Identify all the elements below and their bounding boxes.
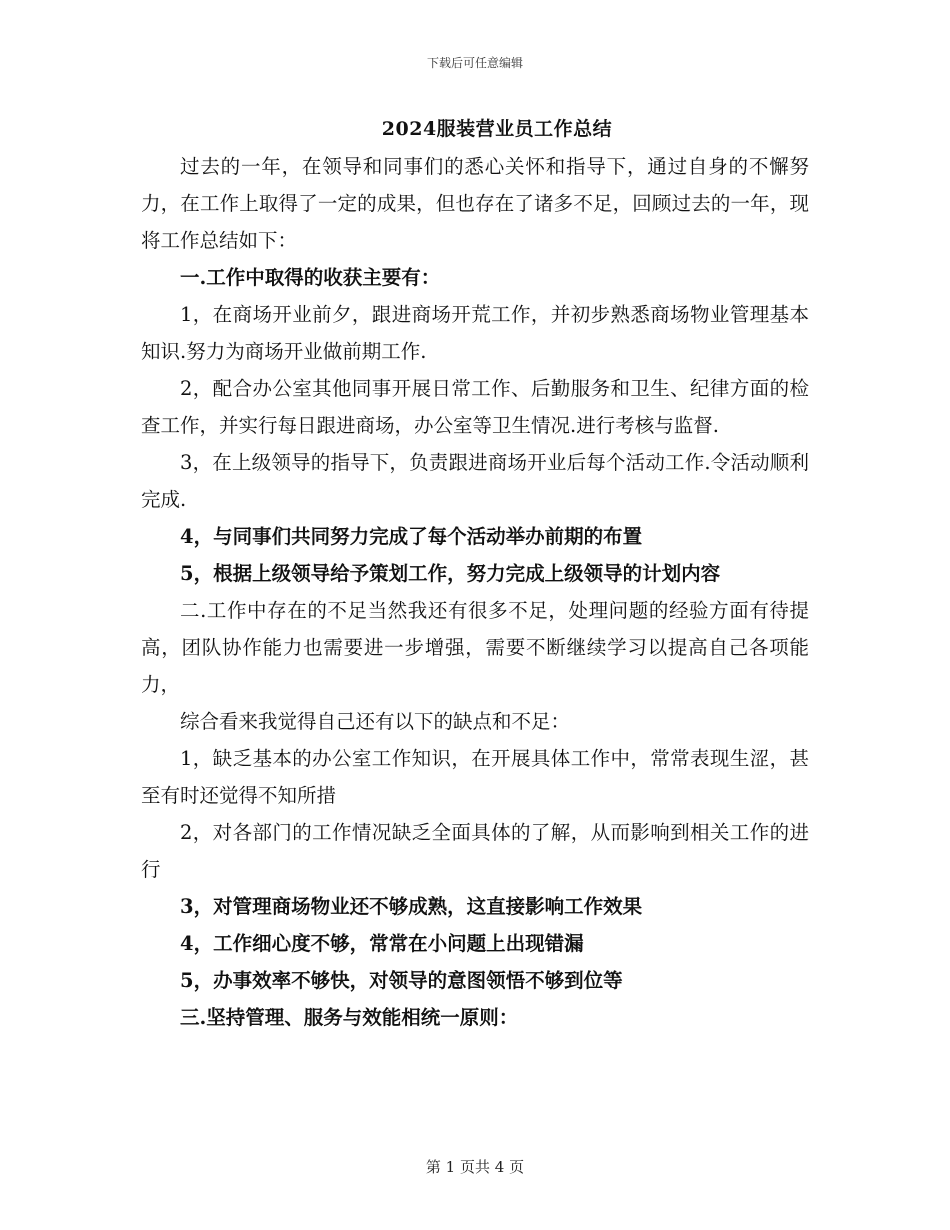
page-number-footer: 第 1 页共 4 页 (425, 1158, 525, 1176)
list-item: 4，与同事们共同努力完成了每个活动举办前期的布置 (180, 525, 643, 548)
paragraph-summary: 综合看来我觉得自己还有以下的缺点和不足： (180, 710, 571, 733)
list-item: 2，配合办公室其他同事开展日常工作、后勤服务和卫生、纪律方面的检查工作，并实行每日跟进商场，办公室等卫生情况.进行考核与监督. (141, 377, 809, 437)
list-item: 1，在商场开业前夕，跟进商场开荒工作，并初步熟悉商场物业管理基本知识.努力为商场开业做前期工作. (141, 303, 809, 363)
paragraph-intro: 过去的一年，在领导和同事们的悉心关怀和指导下，通过自身的不懈努力，在工作上取得了一定的成果，但也存在了诸多不足，回顾过去的一年，现将工作总结如下： (141, 155, 809, 252)
document-body (141, 148, 809, 1036)
list-item: 4，工作细心度不够，常常在小问题上出现错漏 (180, 932, 584, 955)
section-heading-principles: 三.坚持管理、服务与效能相统一原则： (180, 1006, 519, 1029)
section-heading-shortcomings: 二.工作中存在的不足当然我还有很多不足，处理问题的经验方面有待提高，团队协作能力也需要进一步增强，需要不断继续学习以提高自己各项能力， (141, 599, 809, 696)
section-heading-achievements: 一.工作中取得的收获主要有： (180, 266, 441, 289)
list-item: 5，根据上级领导给予策划工作，努力完成上级领导的计划内容 (180, 562, 721, 585)
header-note: 下载后可任意编辑 (426, 56, 523, 70)
list-item: 5，办事效率不够快，对领导的意图领悟不够到位等 (180, 969, 623, 992)
list-item: 3，在上级领导的指导下，负责跟进商场开业后每个活动工作.令活动顺利完成. (141, 451, 809, 511)
document-title: 2024服装营业员工作总结 (381, 118, 613, 140)
list-item: 1，缺乏基本的办公室工作知识，在开展具体工作中，常常表现生涩，甚至有时还觉得不知所措 (141, 747, 809, 807)
list-item: 3，对管理商场物业还不够成熟，这直接影响工作效果 (180, 895, 643, 918)
list-item: 2，对各部门的工作情况缺乏全面具体的了解，从而影响到相关工作的进行 (141, 821, 809, 881)
